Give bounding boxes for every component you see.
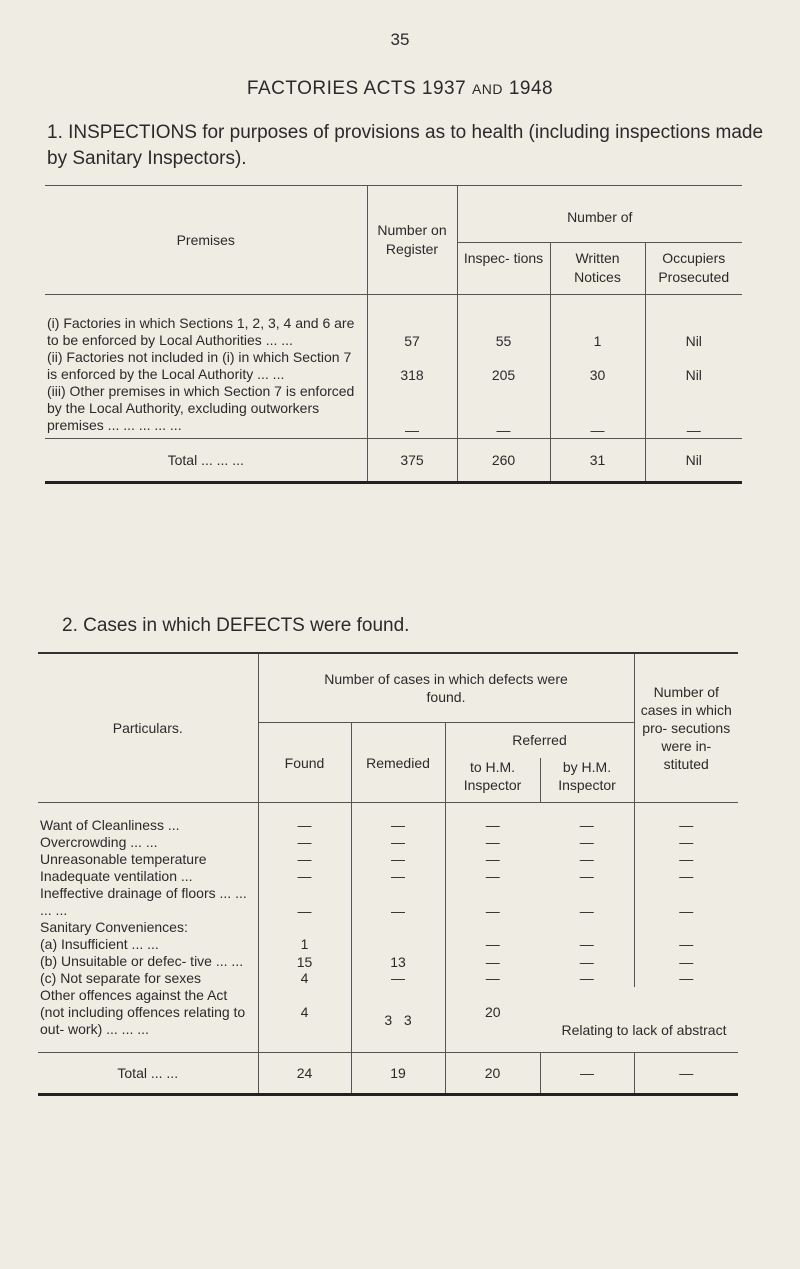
row-label: (c) Not separate for sexes (38, 970, 258, 987)
header-by-hm: by H.M. Inspector (540, 758, 634, 803)
header-number-of-cases: Number of cases in which defects were found. (258, 654, 634, 723)
title-main: FACTORIES ACTS 1937 (246, 78, 467, 99)
row-label: Inadequate ventilation ... (38, 868, 258, 885)
header-to-hm: to H.M. Inspector (445, 758, 540, 803)
header-number-of: Number of (457, 186, 742, 243)
cell-remedied (351, 919, 445, 936)
cell-found: — (258, 868, 351, 885)
inspections-table (45, 185, 742, 484)
cell-prosecutions: — (679, 817, 694, 833)
total-found: 24 (258, 1053, 351, 1095)
cell-prosecuted: — (645, 383, 742, 439)
header-found: Found (258, 723, 351, 803)
header-particulars: Particulars. (38, 654, 258, 803)
cell-prosecutions: — (679, 834, 694, 850)
cell-remedied: — (351, 970, 445, 987)
cell-to-hm (445, 919, 540, 936)
cell-register: 57 (367, 295, 457, 350)
cell-inspections: — (457, 383, 550, 439)
cell-remedied: 3 3 (351, 987, 445, 1053)
cell-notices: — (550, 383, 645, 439)
cell-found: — (258, 803, 351, 835)
cell-prosecutions: — (679, 868, 694, 884)
row-label: Overcrowding ... ... (38, 834, 258, 851)
cell-found: 1 (258, 936, 351, 953)
total-to-hm: 20 (445, 1053, 540, 1095)
cell-by-hm: — (540, 868, 634, 885)
cell-prosecutions: — (679, 903, 694, 919)
cell-prosecutions (634, 919, 738, 936)
total-register: 375 (367, 439, 457, 483)
cell-found: — (258, 851, 351, 868)
table-row (38, 953, 738, 970)
defects-table (38, 652, 738, 1096)
row-label: (ii) Factories not included in (i) in which Section 7 is enforced by the Local Authority ... ... (45, 349, 367, 383)
cell-inspections: 55 (457, 295, 550, 350)
header-referred: Referred (445, 723, 634, 759)
cell-register: — (367, 383, 457, 439)
cell-by-hm: — (540, 953, 634, 970)
table-row (38, 851, 738, 868)
table-row (45, 383, 742, 439)
cell-found: 4 (258, 987, 351, 1053)
total-row (38, 1053, 738, 1095)
cell-by-hm: — (540, 936, 634, 953)
table-row (38, 936, 738, 953)
cell-to-hm: 20 (484, 1004, 501, 1020)
cell-to-hm: — (485, 851, 500, 867)
total-remedied: 19 (351, 1053, 445, 1095)
cell-prosecutions: — (679, 954, 694, 970)
row-label: (b) Unsuitable or defec- tive ... ... (38, 953, 258, 970)
table-row (38, 919, 738, 936)
row-label: Ineffective drainage of floors ... ... ... ... (38, 885, 258, 919)
header-premises: Premises (45, 186, 367, 295)
total-label: Total ... ... ... (45, 439, 367, 483)
cell-to-hm: — (485, 817, 500, 833)
row-label: Want of Cleanliness ... (38, 803, 258, 835)
cell-notices: 30 (550, 349, 645, 383)
cell-remedied: — (351, 868, 445, 885)
cell-found (258, 919, 351, 936)
cell-found: 4 (258, 970, 351, 987)
header-occupiers-prosecuted: Occupiers Prosecuted (645, 243, 742, 295)
table-row (38, 885, 738, 919)
cell-to-hm: — (485, 903, 500, 919)
cell-by-hm: — (540, 885, 634, 919)
cell-remedied: 13 (351, 953, 445, 970)
cell-remedied: — (351, 803, 445, 835)
total-notices: 31 (550, 439, 645, 483)
cell-remedied: — (351, 885, 445, 919)
cell-by-hm: — (540, 851, 634, 868)
cell-to-hm: — (485, 834, 500, 850)
cell-to-hm: — (485, 954, 500, 970)
cell-by-hm: — (540, 803, 634, 835)
table-row (45, 349, 742, 383)
header-prosecutions: Number of cases in which pro- secutions were in- stituted (634, 654, 738, 803)
cell-to-hm: — (485, 868, 500, 884)
row-label: (i) Factories in which Sections 1, 2, 3, 4 and 6 are to be enforced by Local Authorities ... ... (45, 295, 367, 350)
table-row (45, 295, 742, 350)
section2-heading: 2. Cases in which DEFECTS were found. (62, 615, 410, 636)
cell-to-hm: — (485, 936, 500, 952)
cell-found: 15 (258, 953, 351, 970)
table-row (38, 970, 738, 987)
cell-remedied: — (351, 834, 445, 851)
cell-by-hm: — (540, 970, 634, 987)
cell-prosecuted: Nil (685, 333, 702, 349)
total-inspections: 260 (457, 439, 550, 483)
section1-heading: 1. INSPECTIONS for purposes of provisions as to health (including inspections made by Sanitary Inspectors). (47, 122, 764, 169)
row-label: (iii) Other premises in which Section 7 is enforced by the Local Authority, excluding outworkers premises ... ... ... ... ... (45, 383, 367, 439)
cell-by-hm: — (540, 834, 634, 851)
total-prosecutions: — (634, 1053, 738, 1095)
cell-prosecuted: Nil (685, 367, 702, 383)
cell-prosecutions: — (679, 970, 694, 986)
table-row (38, 987, 738, 1053)
total-by-hm: — (540, 1053, 634, 1095)
row-label: Sanitary Conveniences: (38, 919, 258, 936)
table-row (38, 868, 738, 885)
table-row (38, 834, 738, 851)
row-label: (a) Insufficient ... ... (38, 936, 258, 953)
cell-prosecutions: — (679, 851, 694, 867)
table-row (38, 803, 738, 835)
total-prosecuted: Nil (645, 439, 742, 483)
cell-found: — (258, 834, 351, 851)
cell-remedied: — (351, 851, 445, 868)
total-row (45, 439, 742, 483)
header-written-notices: Written Notices (550, 243, 645, 295)
cell-by-hm (540, 919, 634, 936)
cell-inspections: 205 (457, 349, 550, 383)
cell-relating-note: Relating to lack of abstract (540, 987, 738, 1053)
header-number-on-register: Number on Register (367, 186, 457, 295)
total-label: Total ... ... (38, 1053, 258, 1095)
title-year2: 1948 (508, 78, 554, 99)
header-remedied: Remedied (351, 723, 445, 803)
row-label: Other offences against the Act (not including offences relating to out- work) ... ... ... (38, 987, 258, 1053)
cell-register: 318 (367, 349, 457, 383)
page-title (0, 78, 800, 100)
row-label: Unreasonable temperature (38, 851, 258, 868)
cell-prosecutions: — (679, 936, 694, 952)
title-and: AND (471, 81, 504, 97)
cell-to-hm: — (485, 970, 500, 986)
header-inspections: Inspec- tions (457, 243, 550, 295)
cell-remedied (351, 936, 445, 953)
cell-notices: 1 (550, 295, 645, 350)
cell-found: — (258, 885, 351, 919)
page-number: 35 (390, 30, 410, 49)
